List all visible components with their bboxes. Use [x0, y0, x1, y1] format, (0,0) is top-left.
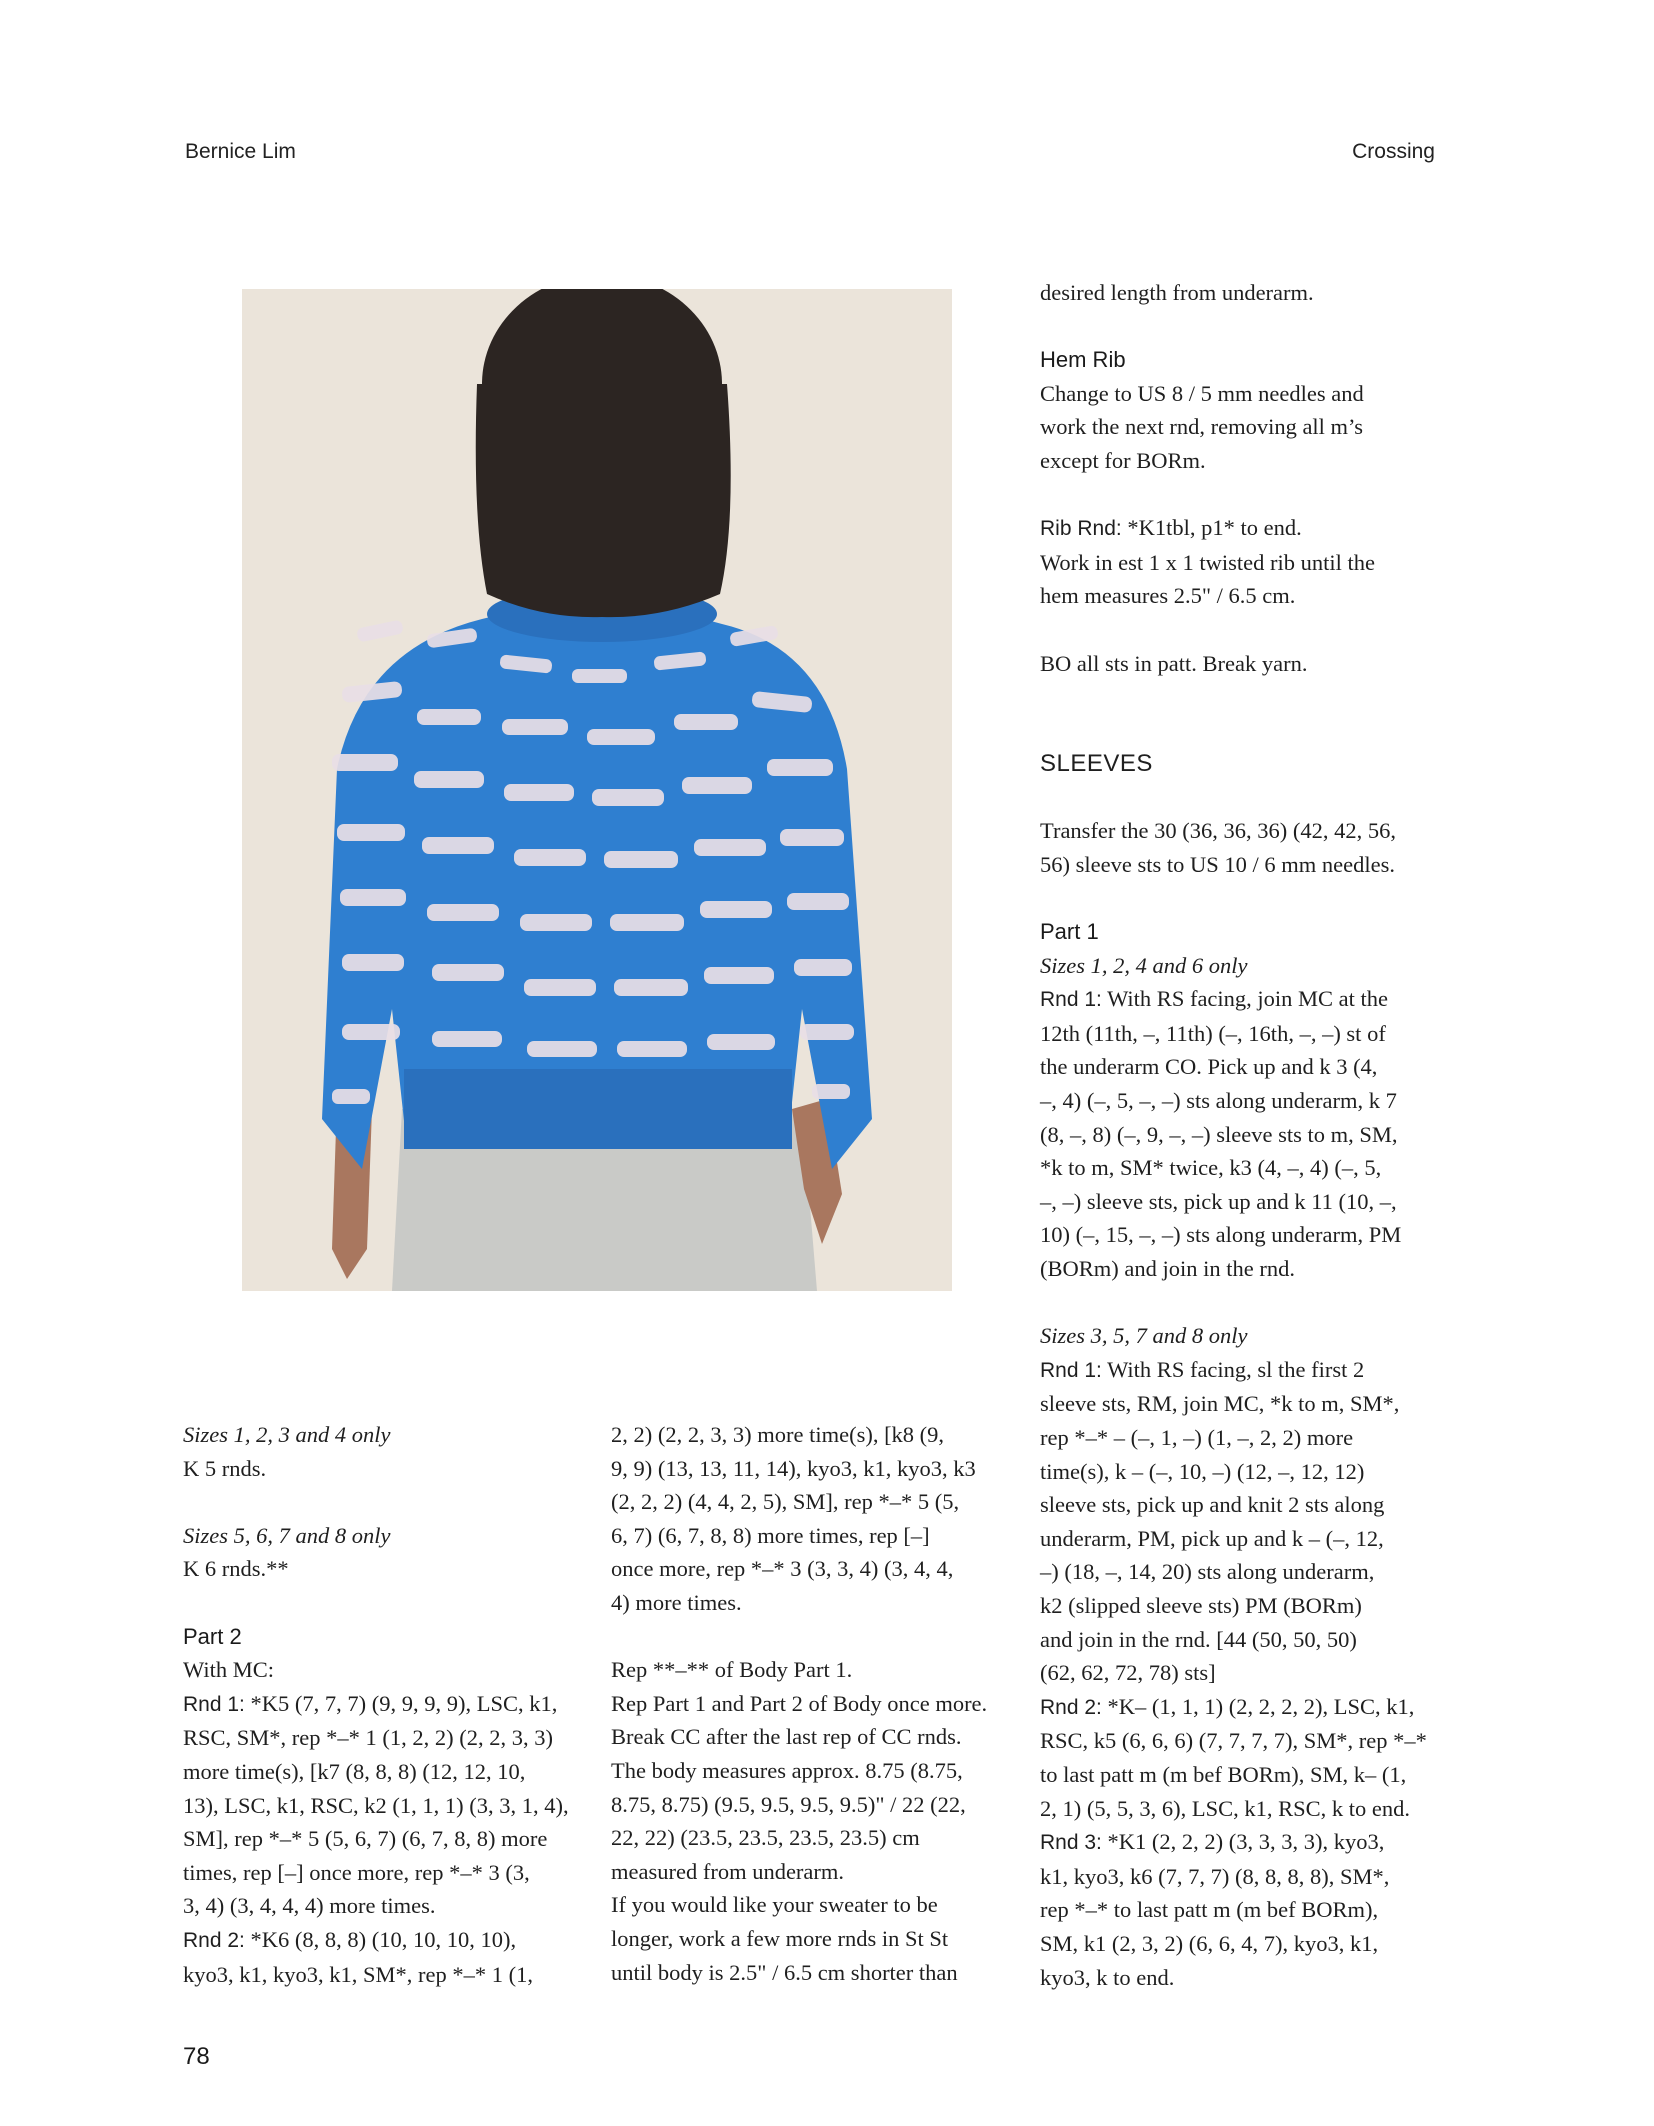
instruction-line: –) (18, –, 14, 20) sts along underarm, [1040, 1559, 1375, 1585]
instruction-text: With RS facing, sl the first 2 [1101, 1356, 1365, 1382]
instruction-text: *K1tbl, p1* to end. [1121, 515, 1302, 541]
instruction-line: 13), LSC, k1, RSC, k2 (1, 1, 1) (3, 3, 1, 4), [183, 1792, 569, 1818]
instruction-line: work the next rnd, removing all m’s [1040, 414, 1364, 440]
instruction-line: more time(s), [k7 (8, 8, 8) (12, 12, 10, [183, 1758, 526, 1784]
instruction-line: times, rep [–] once more, rep *–* 3 (3, [183, 1859, 530, 1885]
instruction-line: SM, k1 (2, 3, 2) (6, 6, 4, 7), kyo3, k1, [1040, 1930, 1379, 1956]
instruction-line: (2, 2, 2) (4, 4, 2, 5), SM], rep *–* 5 (5, [611, 1489, 960, 1515]
instruction-line: 12th (11th, –, 11th) (–, 16th, –, –) st of [1040, 1020, 1386, 1046]
instruction-line: If you would like your sweater to be [611, 1892, 938, 1918]
instruction-line: Transfer the 30 (36, 36, 36) (42, 42, 56, [1040, 818, 1397, 844]
instruction-line: (8, –, 8) (–, 9, –, –) sleeve sts to m, SM, [1040, 1121, 1398, 1147]
sweater-photo [242, 289, 952, 1291]
instruction-line: –, –) sleeve sts, pick up and k 11 (10, –, [1040, 1188, 1397, 1214]
instruction-text: *K5 (7, 7, 7) (9, 9, 9, 9), LSC, k1, [244, 1690, 558, 1716]
rnd-1-line [1040, 982, 1440, 1017]
pattern-title: Crossing [1352, 140, 1435, 163]
instruction-line: 6, 7) (6, 7, 8, 8) more times, rep [–] [611, 1522, 930, 1548]
instruction-text: *K– (1, 1, 1) (2, 2, 2, 2), LSC, k1, [1101, 1693, 1415, 1719]
instruction-line: the underarm CO. Pick up and k 3 (4, [1040, 1054, 1378, 1080]
instruction-line: 2, 1) (5, 5, 3, 6), LSC, k1, RSC, k to end. [1040, 1795, 1411, 1821]
instruction-line: 8.75, 8.75) (9.5, 9.5, 9.5, 9.5)" / 22 (22, [611, 1791, 966, 1817]
column-2 [611, 1418, 1011, 1989]
instruction-line: 22, 22) (23.5, 23.5, 23.5, 23.5) cm [611, 1825, 920, 1851]
instruction-line: RSC, k5 (6, 6, 6) (7, 7, 7, 7), SM*, rep *–* [1040, 1728, 1427, 1754]
instruction-line: 10) (–, 15, –, –) sts along underarm, PM [1040, 1222, 1402, 1248]
instruction-line: Rep Part 1 and Part 2 of Body once more. [611, 1690, 988, 1716]
rnd-label: Rnd 2: [1040, 1695, 1102, 1719]
sizes-heading: Sizes 1, 2, 3 and 4 only [183, 1422, 391, 1447]
rnd-2-line [183, 1923, 583, 1958]
instruction-line: Change to US 8 / 5 mm needles and [1040, 380, 1364, 406]
column-3 [1040, 276, 1440, 1994]
rnd-1-line [183, 1687, 583, 1722]
sizes-heading: Sizes 3, 5, 7 and 8 only [1040, 1323, 1248, 1349]
instruction-line: rep *–* – (–, 1, –) (1, –, 2, 2) more [1040, 1425, 1354, 1450]
instruction-line: SM], rep *–* 5 (5, 6, 7) (6, 7, 8, 8) more [183, 1826, 548, 1852]
page-number: 78 [183, 2043, 210, 2070]
instruction-line: except for BORm. [1040, 447, 1206, 473]
instruction-line: and join in the rnd. [44 (50, 50, 50) [1040, 1626, 1357, 1652]
instruction-line: The body measures approx. 8.75 (8.75, [611, 1757, 963, 1783]
author-name: Bernice Lim [185, 140, 296, 163]
instruction-text: K 5 rnds. [183, 1455, 267, 1481]
part-1-heading: Part 1 [1040, 919, 1099, 945]
instruction-line: to last patt m (m bef BORm), SM, k– (1, [1040, 1761, 1407, 1787]
instruction-line: k2 (slipped sleeve sts) PM (BORm) [1040, 1592, 1362, 1618]
rnd-label: Rnd 3: [1040, 1831, 1102, 1855]
rnd-label: Rnd 1: [183, 1692, 245, 1716]
instruction-line: time(s), k – (–, 10, –) (12, –, 12, 12) [1040, 1458, 1365, 1484]
instruction-line: (BORm) and join in the rnd. [1040, 1256, 1295, 1282]
instruction-line: Rep **–** of Body Part 1. [611, 1657, 853, 1683]
instruction-line: kyo3, k to end. [1040, 1964, 1175, 1990]
instruction-line: sleeve sts, RM, join MC, *k to m, SM*, [1040, 1391, 1400, 1417]
part-2-heading: Part 2 [183, 1623, 242, 1649]
rnd-label: Rnd 1: [1040, 1358, 1102, 1382]
sizes-heading: Sizes 5, 6, 7 and 8 only [183, 1522, 391, 1548]
instruction-text: With RS facing, join MC at the [1101, 986, 1389, 1012]
instruction-line: 4) more times. [611, 1589, 742, 1615]
instruction-line: 9, 9) (13, 13, 11, 14), kyo3, k1, kyo3, k3 [611, 1455, 976, 1481]
rnd-1-line [1040, 1353, 1440, 1388]
instruction-line: kyo3, k1, kyo3, k1, SM*, rep *–* 1 (1, [183, 1961, 533, 1987]
rnd-2-line [1040, 1690, 1440, 1725]
instruction-line: Work in est 1 x 1 twisted rib until the [1040, 549, 1376, 575]
instruction-line: BO all sts in patt. Break yarn. [1040, 650, 1308, 676]
instruction-line: measured from underarm. [611, 1858, 845, 1884]
instruction-text: With MC: [183, 1657, 274, 1683]
instruction-line: Break CC after the last rep of CC rnds. [611, 1724, 962, 1750]
instruction-line: k1, kyo3, k6 (7, 7, 7) (8, 8, 8, 8), SM*, [1040, 1863, 1390, 1889]
instruction-line: (62, 62, 72, 78) sts] [1040, 1660, 1216, 1686]
sleeves-heading: SLEEVES [1040, 750, 1153, 778]
instruction-line: 3, 4) (3, 4, 4, 4) more times. [183, 1893, 436, 1919]
instruction-line: RSC, SM*, rep *–* 1 (1, 2, 2) (2, 2, 3, 3) [183, 1725, 553, 1751]
instruction-line: hem measures 2.5" / 6.5 cm. [1040, 583, 1296, 609]
sizes-heading: Sizes 1, 2, 4 and 6 only [1040, 952, 1248, 978]
rnd-3-line [1040, 1825, 1440, 1860]
instruction-line: underarm, PM, pick up and k – (–, 12, [1040, 1525, 1384, 1551]
column-1 [183, 1418, 583, 1991]
instruction-line: 56) sleeve sts to US 10 / 6 mm needles. [1040, 851, 1395, 877]
instruction-line: sleeve sts, pick up and knit 2 sts along [1040, 1492, 1385, 1518]
hem-rib-heading: Hem Rib [1040, 347, 1126, 373]
instruction-text: K 6 rnds.** [183, 1556, 289, 1582]
instruction-text: *K6 (8, 8, 8) (10, 10, 10, 10), [244, 1926, 517, 1952]
instruction-line: longer, work a few more rnds in St St [611, 1925, 949, 1951]
rnd-label: Rnd 2: [183, 1928, 245, 1952]
rnd-label: Rnd 1: [1040, 988, 1102, 1012]
instruction-text: *K1 (2, 2, 2) (3, 3, 3, 3), kyo3, [1101, 1829, 1385, 1855]
instruction-line: rep *–* to last patt m (m bef BORm), [1040, 1897, 1379, 1923]
rnd-label: Rib Rnd: [1040, 517, 1122, 541]
instruction-line: –, 4) (–, 5, –, –) sts along underarm, k 7 [1040, 1088, 1397, 1114]
rib-rnd-line [1040, 511, 1440, 546]
instruction-line: *k to m, SM* twice, k3 (4, –, 4) (–, 5, [1040, 1155, 1382, 1181]
instruction-line: desired length from underarm. [1040, 280, 1314, 305]
instruction-line: 2, 2) (2, 2, 3, 3) more time(s), [k8 (9, [611, 1422, 945, 1447]
instruction-line: until body is 2.5" / 6.5 cm shorter than [611, 1959, 958, 1985]
instruction-line: once more, rep *–* 3 (3, 3, 4) (3, 4, 4, [611, 1556, 954, 1582]
